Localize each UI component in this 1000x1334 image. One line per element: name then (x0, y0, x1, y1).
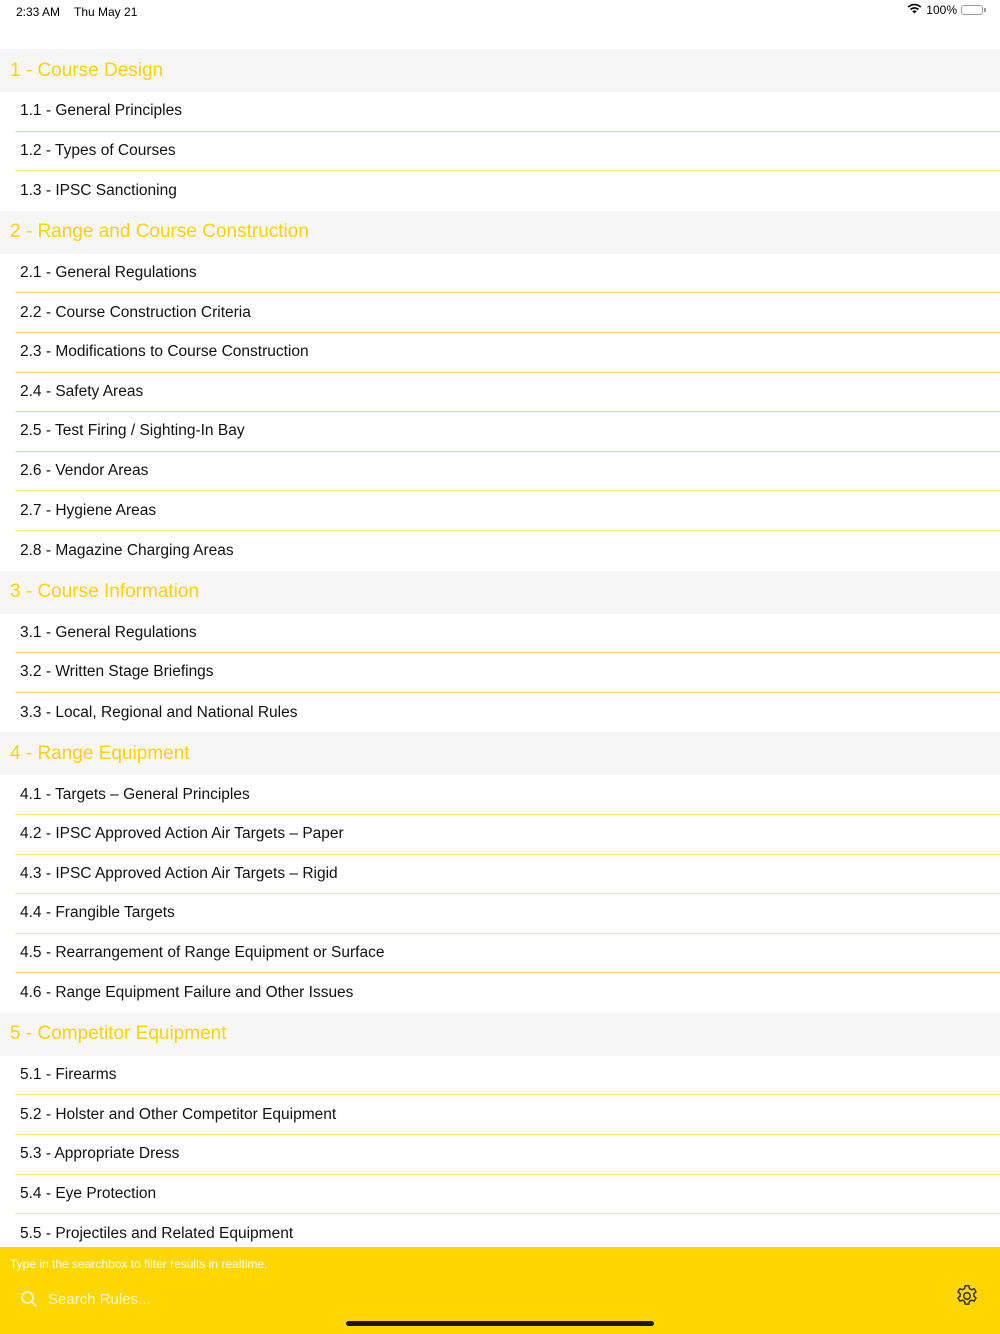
rule-row[interactable]: 3.3 - Local, Regional and National Rules (15, 693, 1000, 733)
status-bar (0, 0, 1000, 24)
search-box[interactable] (18, 1285, 918, 1313)
rule-row[interactable]: 5.4 - Eye Protection (15, 1175, 1000, 1215)
status-time: 2:33 AM (16, 5, 61, 19)
rule-row[interactable]: 5.2 - Holster and Other Competitor Equipment (15, 1095, 1000, 1135)
rule-row[interactable]: 1.1 - General Principles (15, 92, 1000, 132)
section-header: 4 - Range Equipment (0, 732, 1000, 775)
rule-row[interactable]: 2.6 - Vendor Areas (15, 452, 1000, 492)
section-header: 3 - Course Information (0, 571, 1000, 614)
rule-row[interactable]: 4.5 - Rearrangement of Range Equipment or Surface (15, 934, 1000, 974)
gear-icon (954, 1283, 980, 1314)
rule-row[interactable]: 1.2 - Types of Courses (15, 132, 1000, 172)
rule-row[interactable]: 4.4 - Frangible Targets (15, 894, 1000, 934)
rule-row[interactable]: 5.3 - Appropriate Dress (15, 1135, 1000, 1175)
home-indicator (346, 1321, 654, 1326)
rule-row[interactable]: 2.7 - Hygiene Areas (15, 491, 1000, 531)
settings-button[interactable] (954, 1285, 980, 1311)
battery-percentage: 100% (926, 3, 957, 17)
search-icon (18, 1288, 40, 1310)
rule-row[interactable]: 4.6 - Range Equipment Failure and Other Issues (15, 973, 1000, 1013)
rule-row[interactable]: 4.1 - Targets – General Principles (15, 775, 1000, 815)
wifi-icon (907, 3, 922, 17)
section-header: 1 - Course Design (0, 49, 1000, 92)
rule-row[interactable]: 2.5 - Test Firing / Sighting-In Bay (15, 412, 1000, 452)
rule-row[interactable]: 3.1 - General Regulations (15, 614, 1000, 654)
search-input[interactable] (46, 1290, 650, 1309)
battery-icon (961, 5, 983, 15)
search-hint: Type in the searchbox to filter results in realtime. (10, 1257, 268, 1271)
rule-row[interactable]: 1.3 - IPSC Sanctioning (15, 171, 1000, 211)
battery-tip (984, 8, 986, 12)
section-header: 5 - Competitor Equipment (0, 1013, 1000, 1056)
rule-row[interactable]: 2.8 - Magazine Charging Areas (15, 531, 1000, 571)
rule-row[interactable]: 4.3 - IPSC Approved Action Air Targets – Rigid (15, 855, 1000, 895)
status-date: Thu May 21 (74, 5, 138, 19)
section-header: 2 - Range and Course Construction (0, 211, 1000, 254)
rule-row[interactable]: 3.2 - Written Stage Briefings (15, 653, 1000, 693)
status-indicators (907, 3, 986, 17)
rule-row[interactable]: 5.5 - Projectiles and Related Equipment (15, 1214, 1000, 1254)
rule-row[interactable]: 2.1 - General Regulations (15, 254, 1000, 294)
rule-row[interactable]: 2.4 - Safety Areas (15, 373, 1000, 413)
rules-list[interactable] (0, 49, 1000, 1254)
rule-row[interactable]: 2.3 - Modifications to Course Construction (15, 333, 1000, 373)
rule-row[interactable]: 2.2 - Course Construction Criteria (15, 293, 1000, 333)
rule-row[interactable]: 5.1 - Firearms (15, 1056, 1000, 1096)
rule-row[interactable]: 4.2 - IPSC Approved Action Air Targets – Paper (15, 815, 1000, 855)
